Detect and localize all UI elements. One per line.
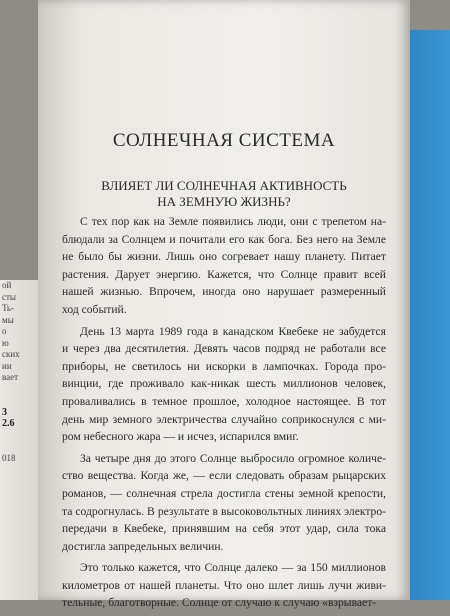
left-page-fragment: [2, 384, 42, 396]
left-page-fragment: [2, 441, 42, 453]
text-line: нашей жизнью. Впрочем, иногда оно нарушает размеренный: [62, 285, 386, 299]
text-line: километров от нашей планеты. Что оно шлет лишь лучи живи-: [62, 578, 386, 592]
paragraph: [62, 323, 386, 446]
text-line: достигла запредельных величин.: [62, 539, 224, 553]
left-page-fragment: 3: [2, 406, 7, 418]
book-page: [38, 0, 410, 610]
text-line: ство вещества. Когда же, — если следовать образам рыцарских: [62, 469, 386, 483]
left-page-fragment: вает: [2, 372, 19, 382]
section-title: [38, 178, 410, 210]
text-line: винции, где проживало как-никак шесть миллионов человек,: [62, 377, 386, 391]
left-page-fragment: 018: [2, 452, 16, 463]
left-page-fragment: [2, 430, 42, 442]
text-line: та содрогнулась. В результате в высоковольтных линиях электро-: [62, 504, 386, 518]
text-line: Это только кажется, что Солнце далеко — за 150 миллионов: [80, 561, 386, 575]
left-page-fragment: Ть-: [2, 303, 15, 313]
text-line: проваливались в темное прошлое, холодное настоящее. В тот: [62, 394, 386, 408]
body-text: [62, 213, 386, 616]
left-page-fragment: ских: [2, 349, 20, 359]
text-line: не было бы жизни. Лишь оно согревает нашу планету. Питает: [62, 250, 386, 264]
text-line: растения. Дарует энергию. Кажется, что Солнце правит всей: [62, 267, 386, 281]
text-line: романов, — солнечная стрела достигла стены земной крепости,: [62, 486, 386, 500]
text-line: С тех пор как на Земле появились люди, они с трепетом на-: [80, 215, 386, 228]
chapter-title: СОЛНЕЧНАЯ СИСТЕМА: [112, 130, 336, 151]
left-page-fragment: ой: [2, 280, 12, 290]
left-page-fragment: ю: [2, 337, 9, 348]
section-title-line: ВЛИЯЕТ ЛИ СОЛНЕЧНАЯ АКТИВНОСТЬ: [101, 178, 347, 193]
text-line: тельные, благотворные. Солнце от случаю к случаю «взрывает-: [62, 596, 377, 610]
text-line: День 13 марта 1989 года в канадском Квебеке не забудется: [80, 324, 386, 338]
left-page-fragment: сты: [2, 291, 16, 302]
text-line: ром небесного жара — и исчез, испарился вмиг.: [62, 430, 299, 444]
left-page-fragment: 2.6: [2, 418, 15, 429]
left-page-fragment: [2, 395, 42, 407]
paragraph: [62, 450, 386, 556]
left-page-fragment: мы: [2, 314, 14, 325]
text-line: день мир земного электричества случайно соприкоснулся с ми-: [62, 412, 386, 426]
text-line: блюдали за Солнцем и почитали его как бога. Без него на Земле: [62, 232, 386, 246]
left-page-fragment: о: [2, 326, 7, 336]
text-line: За четыре дня до этого Солнце выбросило огромное количе-: [80, 451, 386, 465]
text-line: и через два десятилетия. Девять часов подряд не работали все: [62, 342, 386, 356]
left-page-text: [2, 280, 42, 464]
text-line: ход событий.: [62, 302, 127, 316]
text-line: передачи в Квебеке, принявшим на себя этот удар, сила тока: [62, 522, 386, 536]
paragraph: [62, 213, 386, 319]
section-title-line: НА ЗЕМНУЮ ЖИЗНЬ?: [157, 194, 291, 209]
left-page-fragment: ии: [2, 360, 12, 371]
paragraph: [62, 559, 386, 612]
text-line: приборы, не светилось ни искорки в лампочках. Города про-: [62, 359, 386, 373]
